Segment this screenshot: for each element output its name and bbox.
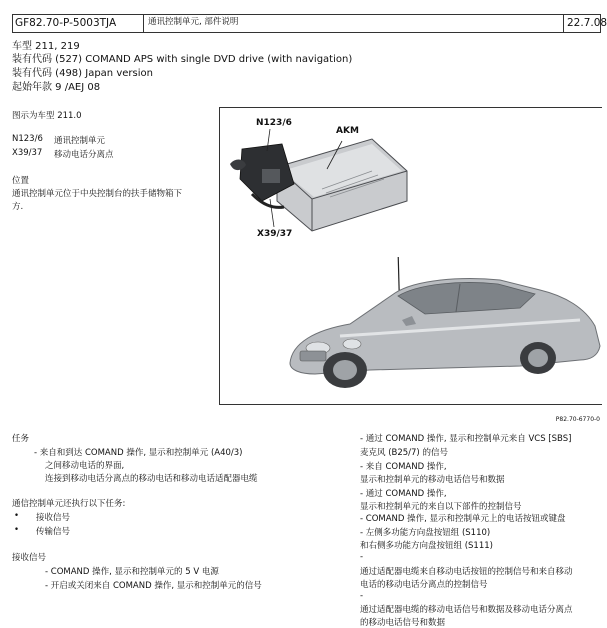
right-line-15: 的移动电话信号和数据 <box>360 618 446 628</box>
doc-title: 通讯控制单元, 部件说明 <box>144 15 564 32</box>
task-item-line3: 连接到移动电话分离点的移动电话和移动电话适配器电缆 <box>45 474 258 484</box>
equipment-code-498: 装有代码 (498) Japan version <box>12 68 153 79</box>
right-line-13: - <box>360 591 364 601</box>
component-detail-inset <box>222 109 412 257</box>
label-x39-37: X39/37 <box>257 229 293 239</box>
control-unit-illustration <box>222 109 412 257</box>
right-line-5: - 通过 COMAND 操作, <box>360 489 447 499</box>
right-line-4: 显示和控制单元的移动电话信号和数据 <box>360 475 505 485</box>
executes-item-transmit: 传输信号 <box>36 527 71 537</box>
right-line-7: - COMAND 操作, 显示和控制单元上的电话按钮或键盘 <box>360 514 566 524</box>
right-line-8: - 左侧多功能方向盘按钮组 (S110) <box>360 528 491 538</box>
bullet-dot-2: • <box>14 525 20 535</box>
right-line-9: 和右侧多功能方向盘按钮组 (S111) <box>360 541 493 551</box>
legend-code-x39: X39/37 <box>12 148 43 158</box>
right-line-6: 显示和控制单元的来自以下部件的控制信号 <box>360 502 522 512</box>
doc-code: GF82.70-P-5003TJA <box>13 15 144 32</box>
right-line-10: - <box>360 552 364 562</box>
task-item-line1: - 来自和到达 COMAND 操作, 显示和控制单元 (A40/3) <box>34 448 243 458</box>
receive-heading: 接收信号 <box>12 553 47 563</box>
receive-line2: - 开启或关闭来自 COMAND 操作, 显示和控制单元的信号 <box>45 581 262 591</box>
executes-item-receive: 接收信号 <box>36 513 71 523</box>
legend-desc-x39: 移动电话分离点 <box>54 150 114 160</box>
document-header <box>12 14 607 33</box>
location-text-line1: 通讯控制单元位于中央控制台的扶手储物箱下 <box>12 189 183 199</box>
location-heading: 位置 <box>12 176 30 186</box>
right-line-12: 电话的移动电话分离点的控制信号 <box>360 580 488 590</box>
executes-heading: 通信控制单元还执行以下任务: <box>12 499 126 509</box>
doc-date: 22.7.08 <box>567 17 607 29</box>
figure-code: P82.70-6770-0 <box>555 416 600 423</box>
legend-code-n123: N123/6 <box>12 134 43 144</box>
model-year-line: 起始年款 9 /AEJ 08 <box>12 82 101 93</box>
label-n123-6: N123/6 <box>256 118 292 128</box>
task-item-line2: 之间移动电话的界面, <box>45 461 125 471</box>
right-line-1: - 通过 COMAND 操作, 显示和控制单元来自 VCS [SBS] <box>360 434 572 444</box>
right-line-2: 麦克风 (B25/7) 的信号 <box>360 448 448 458</box>
right-line-14: 通过适配器电缆的移动电话信号和数据及移动电话分离点 <box>360 605 573 615</box>
task-heading: 任务 <box>12 434 30 444</box>
equipment-code-527: 装有代码 (527) COMAND APS with single DVD drive (with navigation) <box>12 54 353 65</box>
right-line-11: 通过适配器电缆来自移动电话按钮的控制信号和来自移动 <box>360 567 573 577</box>
bullet-dot-1: • <box>14 511 20 521</box>
label-akm: AKM <box>336 126 359 136</box>
legend-desc-n123: 通讯控制单元 <box>54 136 106 146</box>
right-line-3: - 来自 COMAND 操作, <box>360 462 447 472</box>
location-text-line2: 方. <box>12 202 24 212</box>
shown-vehicle: 图示为车型 211.0 <box>12 111 82 121</box>
vehicle-model-line: 车型 211, 219 <box>12 41 80 52</box>
receive-line1: - COMAND 操作, 显示和控制单元的 5 V 电源 <box>45 567 219 577</box>
